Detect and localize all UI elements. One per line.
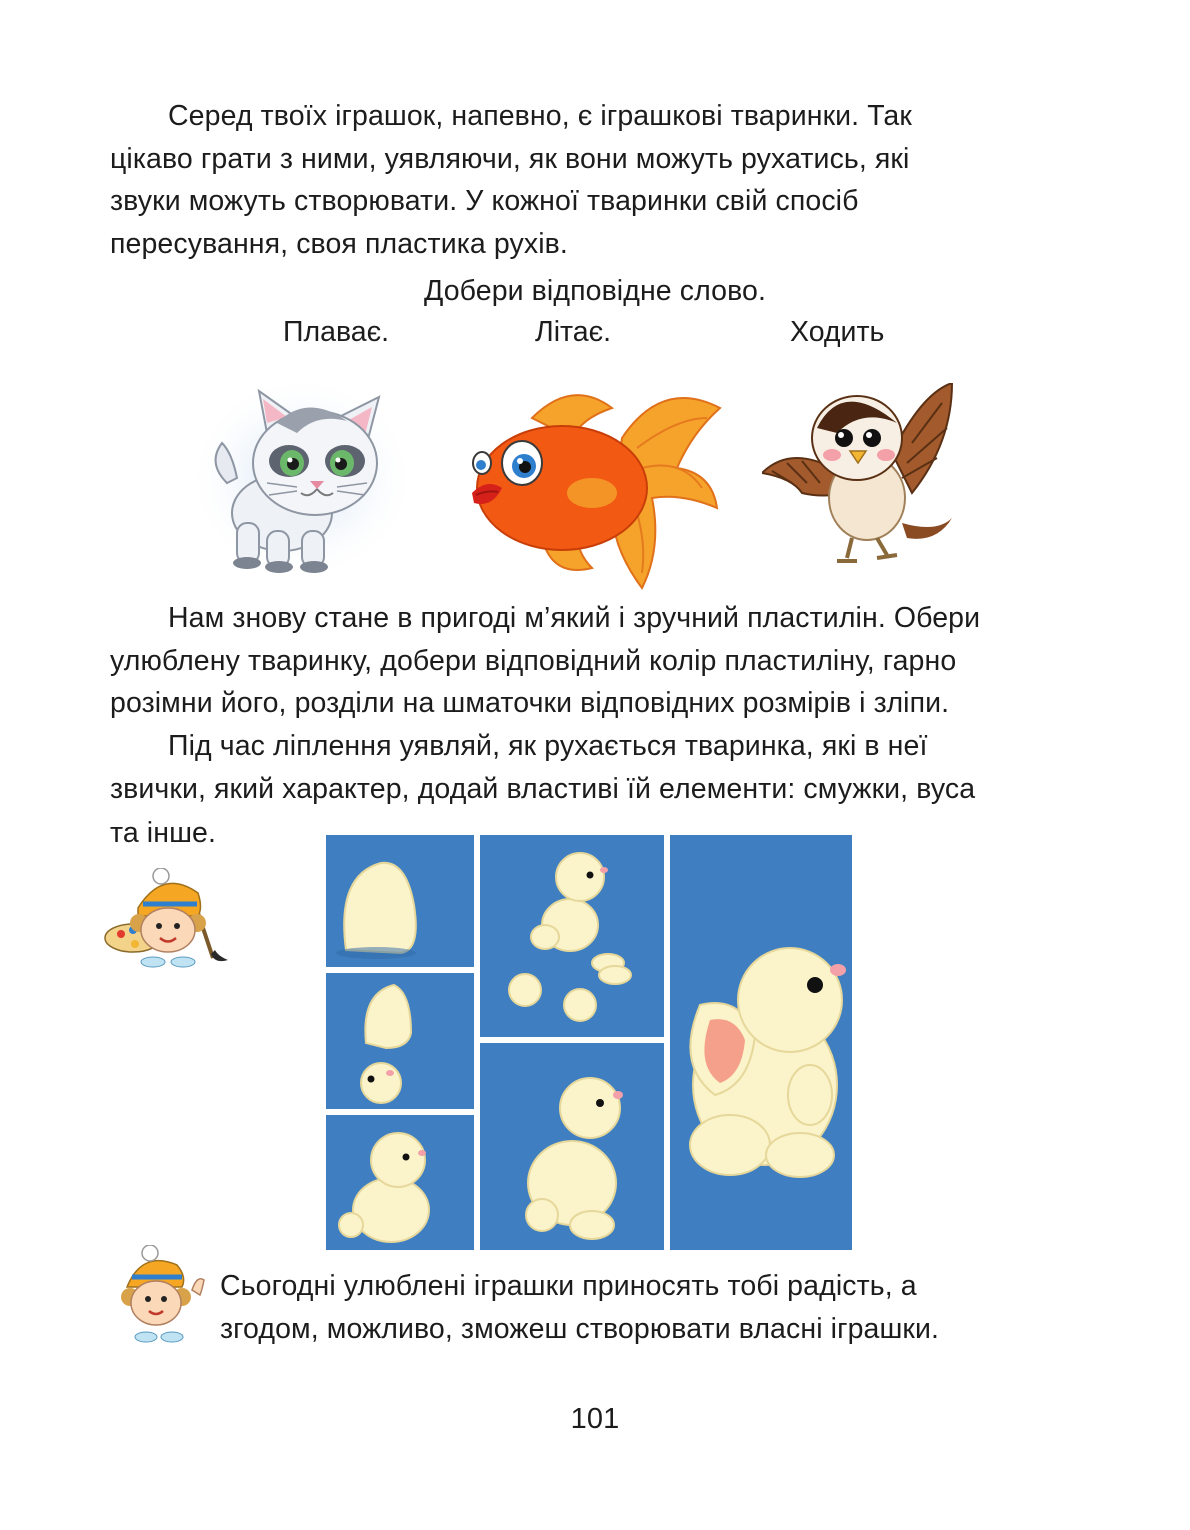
intro-line-4: пересування, своя пластика рухів.	[110, 227, 568, 260]
clay-photo-step-4	[480, 835, 664, 1037]
clay-photo-step-5	[480, 1043, 664, 1250]
imagine-line-3: та інше.	[110, 817, 217, 849]
intro-line-3: звуки можуть створювати. У кожної тваринки свій спосіб	[110, 185, 859, 217]
clay-photo-finished-bunny	[670, 835, 852, 1250]
clay-photo-step-1	[326, 835, 474, 967]
clay-line-2: улюблену тваринку, добери відповідний колір пластиліну, гарно	[110, 644, 957, 677]
page-number: 101	[570, 1403, 620, 1435]
clay-photo-step-2	[326, 973, 474, 1109]
clay-line-3: розімни його, розділи на шматочки відповідних розмірів і зліпи.	[110, 687, 950, 719]
clay-photo-step-3	[326, 1115, 474, 1250]
imagine-line-1: Під час ліплення уявляй, як рухається тваринка, які в неї	[168, 730, 928, 762]
intro-paragraph	[110, 95, 1110, 265]
clay-paragraph	[110, 597, 1170, 725]
closing-line-1: Сьогодні улюблені іграшки приносять тобі радість, а	[220, 1270, 917, 1302]
word-flies: Літає.	[535, 316, 612, 348]
word-swims: Плаває.	[283, 316, 390, 348]
intro-line-1: Серед твоїх іграшок, напевно, є іграшкові тваринки. Так	[168, 100, 912, 132]
imagine-paragraph	[110, 725, 1170, 810]
sparrow-illustration	[762, 383, 962, 573]
goldfish-illustration	[462, 378, 724, 590]
word-walks: Ходить	[790, 316, 885, 348]
imagine-line-2: звички, який характер, додай властиві їй елементи: смужки, вуса	[110, 772, 976, 805]
cat-illustration	[197, 383, 407, 573]
closing-line-2: згодом, можливо, зможеш створювати власні іграшки.	[220, 1312, 940, 1345]
closing-paragraph	[220, 1265, 1120, 1350]
instruction-text: Добери відповідне слово.	[423, 275, 767, 307]
boy-artist-mascot	[103, 868, 233, 968]
clay-line-1: Нам знову стане в пригоді м’який і зручний пластилін. Обери	[168, 602, 981, 634]
boy-thumbs-up-mascot	[112, 1245, 212, 1345]
intro-line-2: цікаво грати з ними, уявляючи, як вони можуть рухатись, які	[110, 142, 910, 175]
